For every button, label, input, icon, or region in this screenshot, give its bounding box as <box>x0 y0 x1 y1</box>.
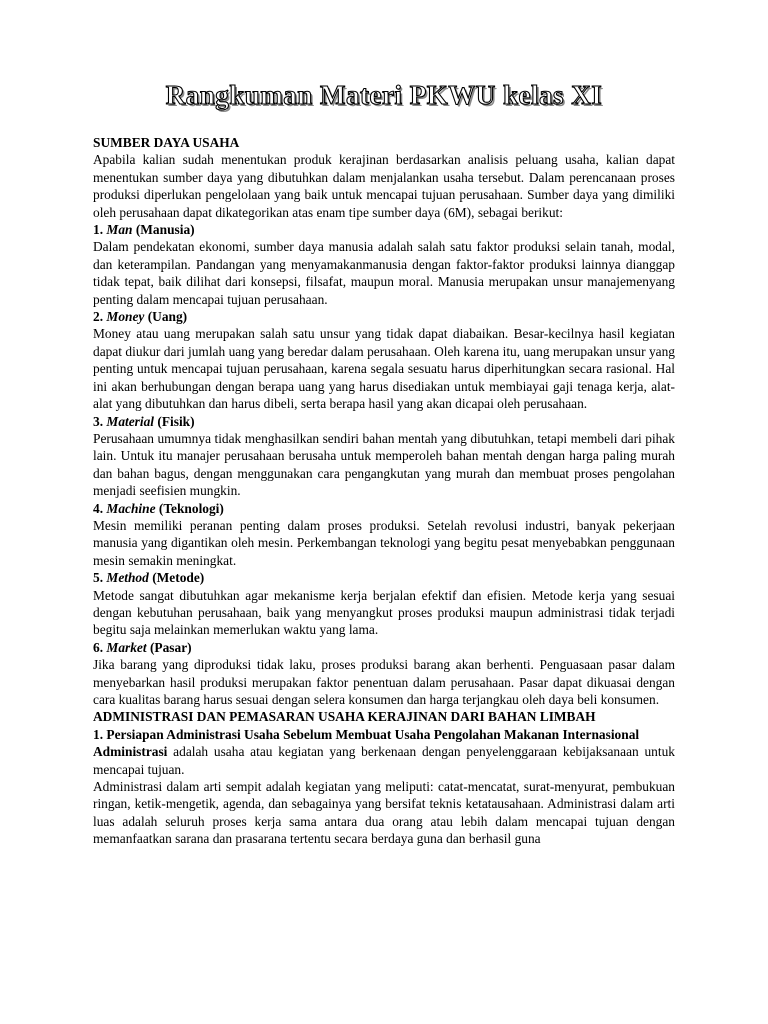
item-term: Market <box>106 639 147 655</box>
subheading-persiapan: 1. Persiapan Administrasi Usaha Sebelum Membuat Usaha Pengolahan Makanan Internasional <box>93 726 640 742</box>
item-term: Material <box>106 413 155 429</box>
item-body-market: Jika barang yang diproduksi tidak laku, proses produksi barang akan berhenti. Penguasaan pasar dalam menyebarkan hasil produksi merupakan faktor penentuan dalam perusahaan. Pasar dapat dikuasai dengan cara kualitas barang harus sesuai dengan selera konsumen dan harga terjangkau oleh daya beli konsumen. <box>93 657 675 707</box>
item-term: Man <box>106 222 133 238</box>
item-number: 3. <box>93 413 104 429</box>
item-number: 4. <box>93 500 104 516</box>
item-heading-money <box>93 308 675 325</box>
item-label: (Metode) <box>152 570 205 586</box>
item-heading-method <box>93 569 675 586</box>
item-body-machine: Mesin memiliki peranan penting dalam proses produksi. Setelah revolusi industri, banyak pekerjaan manusia yang digantikan oleh mesin. Perkembangan teknologi yang begitu pesat menyebabkan penggunaan mesin semakin meningkat. <box>93 517 675 568</box>
intro-paragraph: Apabila kalian sudah menentukan produk kerajinan berdasarkan analisis peluang usaha, kalian dapat menentukan sumber daya yang dibutuhkan dalam menjalankan usaha tersebut. Dalam perencanaan proses produksi diperlukan pengelolaan yang baik untuk mencapai tujuan perusahaan. Sumber daya yang dimiliki oleh perusahaan dapat dikategorikan atas enam tipe sumber daya (6M), sebagai berikut: <box>93 152 675 220</box>
document-body <box>93 134 675 848</box>
administrasi-paragraph: Administrasi dalam arti sempit adalah kegiatan yang meliputi: catat-mencatat, surat-menyurat, pembukuan ringan, ketik-mengetik, agenda, dan sebagainya yang bersifat teknis ketatausahaan. Administrasi dalam arti luas adalah seluruh proses kerja sama antara dua orang atau lebih dalam mencapai tujuan dengan memanfaatkan sarana dan prasarana tertentu secara berdaya guna dan berhasil guna <box>93 779 675 847</box>
item-body-man: Dalam pendekatan ekonomi, sumber daya manusia adalah salah satu faktor produksi selain tanah, modal, dan keterampilan. Pandangan yang menyamakanmanusia dengan faktor-faktor produksi lainnya dianggap tidak tepat, baik dilihat dari konsepsi, filsafat, maupun moral. Manusia merupakan unsur manajemenyang penting dalam mencapai tujuan perusahaan. <box>93 239 675 307</box>
section-heading-sumber-daya: SUMBER DAYA USAHA <box>93 135 240 150</box>
item-heading-man <box>93 221 675 238</box>
item-number: 2. <box>93 309 104 325</box>
item-number: 6. <box>93 639 104 655</box>
definition-paragraph <box>93 743 675 778</box>
item-body-money: Money atau uang merupakan salah satu unsur yang tidak dapat diabaikan. Besar-kecilnya hasil kegiatan dapat diukur dari jumlah uang yang beredar dalam perusahaan. Oleh karena itu, uang merupakan unsur yang penting untuk mencapai tujuan perusahaan, karena segala sesuatu harus diperhitungkan secara rasional. Hal ini akan berhubungan dengan berapa uang yang harus disediakan untuk membiayai gaji tenaga kerja, alat-alat yang dibutuhkan dan harus dibeli, serta berapa hasil yang akan dicapai oleh perusahaan. <box>93 326 675 412</box>
item-heading-machine <box>93 500 675 517</box>
item-label: (Uang) <box>147 309 188 325</box>
definition-text: adalah usaha atau kegiatan yang berkenaan dengan penyelenggaraan kebijaksanaan untuk mencapai tujuan. <box>93 744 675 777</box>
item-term: Machine <box>106 500 156 516</box>
item-number: 5. <box>93 570 104 586</box>
item-heading-material <box>93 413 675 430</box>
item-label: (Manusia) <box>135 222 195 238</box>
item-label: (Fisik) <box>157 413 195 429</box>
section-heading-administrasi: ADMINISTRASI DAN PEMASARAN USAHA KERAJINAN DARI BAHAN LIMBAH <box>93 709 596 725</box>
item-label: (Pasar) <box>149 639 192 655</box>
item-term: Method <box>106 570 149 586</box>
item-body-material: Perusahaan umumnya tidak menghasilkan sendiri bahan mentah yang dibutuhkan, tetapi membeli dari pihak lain. Untuk itu manajer perusahaan berusaha untuk memperoleh bahan mentah dengan harga paling murah dan bahan bagus, dengan menggunakan cara pengangkutan yang murah dan membuat proses pengolahan menjadi seefisien mungkin. <box>93 430 675 499</box>
definition-term: Administrasi <box>93 744 168 760</box>
document-title: Rangkuman Materi PKWU kelas XI <box>165 80 603 110</box>
item-body-method: Metode sangat dibutuhkan agar mekanisme kerja berjalan efektif dan efisien. Metode kerja yang sesuai dengan kebutuhan perusahaan, baik yang menyangkut proses produksi maupun administrasi tidak terjadi begitu saja melainkan memerlukan waktu yang lama. <box>93 587 675 638</box>
item-label: (Teknologi) <box>158 500 224 516</box>
item-number: 1. <box>93 222 104 238</box>
item-heading-market <box>93 639 675 656</box>
item-term: Money <box>106 309 145 325</box>
